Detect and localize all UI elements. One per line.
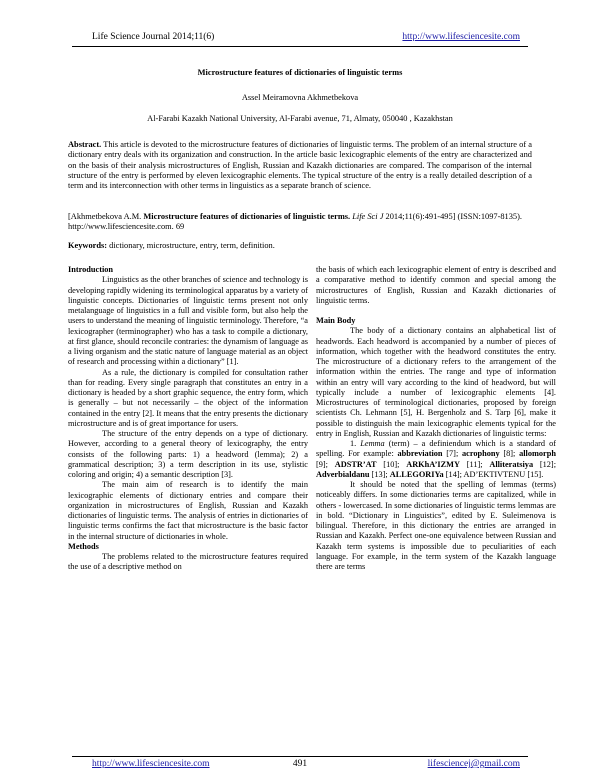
footer-url-link[interactable]: http://www.lifesciencesite.com xyxy=(92,759,210,769)
paragraph: The main aim of research is to identify the main lexicographic elements of dictionary entries and compare their organization in microstructures of English, Russian and Kazakh dictionaries of linguistic terms. The analysis of entries in dictionaries of linguistic terms confirms the fact that microstructure is the basic factor in the internal structure of dictionaries in whole. xyxy=(68,480,308,541)
header-url-link[interactable]: http://www.lifesciencesite.com xyxy=(402,32,520,42)
paragraph: The body of a dictionary contains an alphabetical list of headwords. Each headword is accompanied by a number of pieces of information, which together with the headword constitutes the entry. The microstructure of a dictionary refers to the arrangement of the information within the entries. The range and type of information within an entry will vary according to the kind of headword, but will typically include a number of lexicographic elements [4]. Microstructures of terminological dictionaries, proposed by foreign scientists Ch. Lehmann [5], H. Bergenholz and S. Tarp [6], make it possible to distinguish the main lexicographic elements typical for the entry in English, Russian and Kazakh dictionaries of linguistic terms: xyxy=(316,326,556,438)
keywords-label: Keywords: xyxy=(68,241,108,250)
keywords xyxy=(68,241,532,250)
citation-rest: 2014;11(6):491-495] (ISSN:1097-8135). http://www.lifesciencesite.com. 69 xyxy=(68,212,522,232)
page-number: 491 xyxy=(292,759,308,769)
paper-title: Microstructure features of dictionaries of linguistic terms xyxy=(197,68,403,77)
citation xyxy=(68,212,532,233)
affiliation: Al-Farabi Kazakh National University, Al-Farabi avenue, 71, Almaty, 050040 , Kazakhstan xyxy=(147,114,453,123)
keywords-text: dictionary, microstructure, entry, term, definition. xyxy=(107,241,275,250)
page-header xyxy=(72,32,528,47)
abstract-label: Abstract. xyxy=(68,140,102,149)
abstract xyxy=(68,140,532,191)
methods-heading: Methods xyxy=(68,541,99,551)
paragraph: As a rule, the dictionary is compiled for consultation rather than for reading. Every single paragraph that constitutes an entry in a dictionary is headed by a short graphic sequence, the entry form, which is generally – but not necessarily – the object of the information contained in the entry [2]. It means that the entry presents the dictionary microstructure and is of great importance for users. xyxy=(68,367,308,428)
page-footer xyxy=(72,756,528,769)
citation-journal: Life Sci J xyxy=(350,212,384,221)
abstract-text: This article is devoted to the microstructure features of dictionaries of linguistic terms. The problem of an internal structure of a dictionary entry deals with its organization and construction. In the article basic lexicographic elements of the entry are characterized and on the basis of their analysis microstructures of English, Russian and Kazakh dictionaries are compared. The comparison of the internal structure of the entry is performed by eleven lexicographic elements. The typical structure of the entry is a really detailed description of a term and its interconnection with other terms in linguistics as a separate branch of science. xyxy=(68,140,532,191)
lemma-paragraph: 1. Lemma (term) – a definiendum which is a standard of spelling. For example: abbreviation [7]; acrophony [8]; allomorph [9]; ADSTR’AT [10]; ARKhA’IZMY [11]; Alliteratsiya [12]; Adverbialdanu [13]; ALLEGORIYa [14]; AD’EKTIVTENU [15]. xyxy=(316,439,556,479)
main-body-heading: Main Body xyxy=(316,316,356,325)
paragraph: It should be noted that the spelling of lemmas (terms) noticeably differs. In some dictionaries terms are capitalized, while in others - lowercased. In some dictionaries of linguistic terms lemmas are in bold. “Dictionary in Linguistics”, edited by E. Suleimenova is bilingual. Therefore, in this dictionary the entries are arranged in Russian and Kazakh. Perfect one-one equivalence between Russian and Kazakh term systems is impossible due to peculiarities of each language. For example, in the term system of the Kazakh language there are terms xyxy=(316,480,556,571)
paragraph: the basis of which each lexicographic element of entry is described and a comparative method to identify common and special among the microstructures of English, Russian and Kazakh dictionaries of linguistic terms. xyxy=(316,265,556,305)
footer-email-link[interactable]: lifesciencej@gmail.com xyxy=(427,759,520,769)
left-column xyxy=(68,265,308,573)
author-name: Assel Meiramovna Akhmetbekova xyxy=(241,93,359,102)
paragraph: The structure of the entry depends on a type of dictionary. However, according to a general theory of lexicography, the entry consists of the following parts: 1) a headword (lemma); 2) a grammatical description; 3) a term description in its use, stylistic coloring and origin; 4) a semantic description [3]. xyxy=(68,429,308,479)
paragraph: The problems related to the microstructure features required the use of a descriptive method on xyxy=(68,552,308,572)
right-column xyxy=(316,265,556,572)
citation-prefix: [Akhmetbekova A.M. xyxy=(68,212,144,221)
journal-name: Life Science Journal 2014;11(6) xyxy=(92,32,215,42)
introduction-heading: Introduction xyxy=(68,265,114,274)
lemma-term: Lemma xyxy=(360,439,385,448)
citation-title: Microstructure features of dictionaries of linguistic terms. xyxy=(143,212,351,221)
paragraph: Linguistics as the other branches of science and technology is developing rapidly widening its terminological apparatus by a variety of linguistic concepts. Dictionaries of linguistic terms present not only metalanguage of linguistics in a full and visible form, but also help the users to understand the meaning of linguistic terminology. Therefore, “a lexicographer (terminographer) who has a task to compile a dictionary, at first glance, should reconcile contraries: the dynamism of language as a living organism and the static nature of language material as an object of research and processing within a dictionary” [1]. xyxy=(68,275,308,367)
